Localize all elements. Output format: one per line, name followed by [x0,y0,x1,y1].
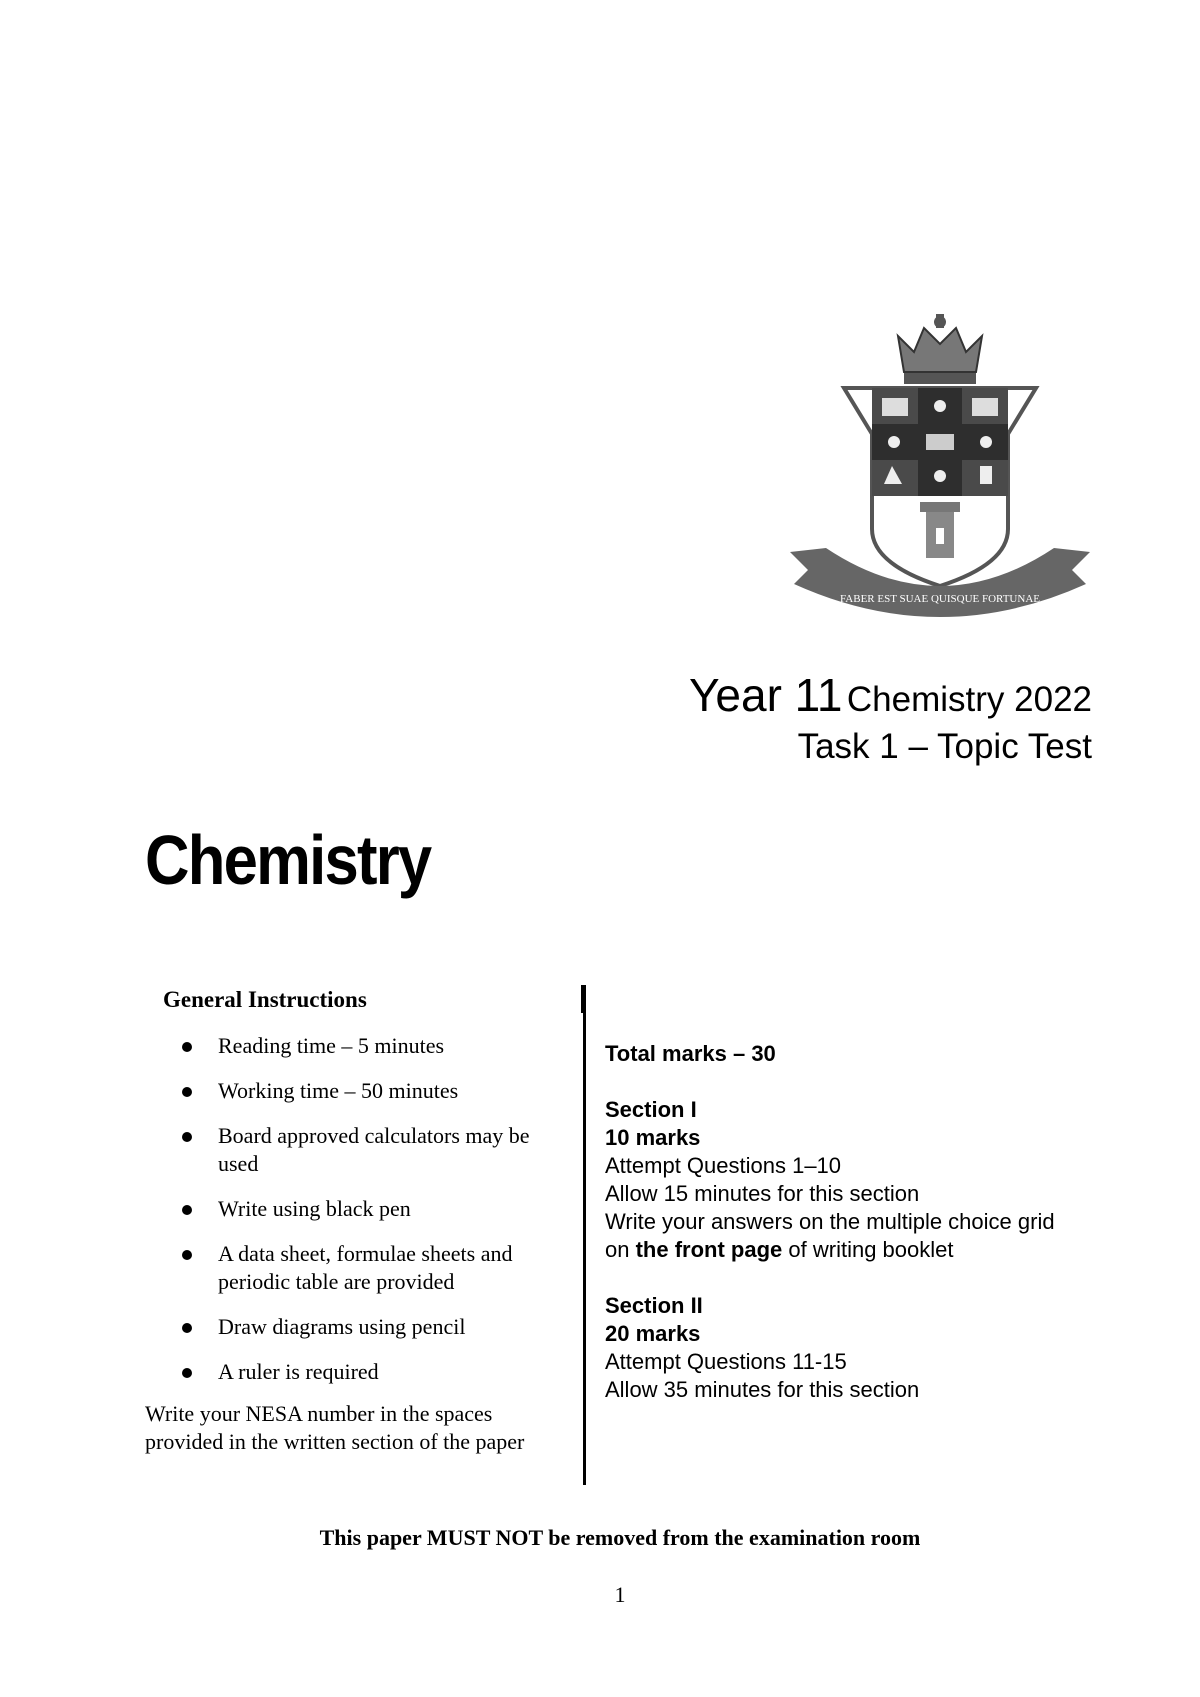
section-2-title: Section II [605,1293,703,1318]
section-2-marks: 20 marks [605,1321,701,1346]
section-1-attempt: Attempt Questions 1–10 [605,1153,842,1178]
instruction-text: Reading time – 5 minutes [218,1033,445,1058]
bullet-icon [182,1087,192,1097]
general-instructions-list [180,1032,575,1403]
section-1-title: Section I [605,1097,697,1122]
subject-heading: Chemistry [145,821,431,899]
section-1-write-bold: the front page [635,1237,783,1262]
instruction-text: Working time – 50 minutes [218,1078,459,1103]
instruction-text: Board approved calculators may be used [218,1123,530,1176]
bullet-icon [182,1250,192,1260]
section-1-allow: Allow 15 minutes for this section [605,1181,920,1206]
instruction-text: Write using black pen [218,1196,411,1221]
crest-year: 1849 [931,572,949,582]
page-number: 1 [614,1582,626,1607]
bullet-icon [182,1132,192,1142]
list-item [180,1313,575,1341]
instruction-text: A ruler is required [218,1359,379,1384]
school-crest [786,314,1094,630]
nesa-note: Write your NESA number in the spaces provided in the written section of the paper [145,1401,525,1454]
section-1-write [605,1208,1085,1264]
list-item [180,1032,575,1060]
total-marks: Total marks – 30 [605,1041,776,1066]
list-item [180,1195,575,1223]
crown-icon [898,314,982,384]
section-2 [605,1292,1085,1404]
bullet-icon [182,1368,192,1378]
subject-year: Chemistry 2022 [846,680,1092,719]
shield-icon [844,388,1036,586]
year-label: Year 11 [688,669,843,721]
section-1-write-post: of writing booklet [788,1237,954,1262]
section-1-write-pre: Write your answers on the multiple choice grid on [605,1209,1055,1262]
bullet-icon [182,1205,192,1215]
divider-tick [581,985,585,1013]
instruction-text: Draw diagrams using pencil [218,1314,466,1339]
bullet-icon [182,1042,192,1052]
list-item [180,1077,575,1105]
section-2-allow: Allow 35 minutes for this section [605,1377,920,1402]
section-1 [605,1096,1085,1264]
exam-title [689,668,1092,722]
instruction-text: A data sheet, formulae sheets and periodic table are provided [218,1241,513,1294]
list-item [180,1358,575,1386]
section-2-attempt: Attempt Questions 11-15 [605,1349,847,1374]
general-instructions-heading: General Instructions [163,987,367,1012]
list-item [180,1240,575,1296]
section-1-marks: 10 marks [605,1125,701,1150]
column-divider [583,985,586,1485]
crest-motto: FABER EST SUAE QUISQUE FORTUNAE [839,593,1041,605]
list-item [180,1122,575,1178]
marks-summary [605,1040,1085,1432]
task-title: Task 1 – Topic Test [797,727,1092,766]
bullet-icon [182,1323,192,1333]
removal-notice: This paper MUST NOT be removed from the examination room [319,1525,921,1550]
